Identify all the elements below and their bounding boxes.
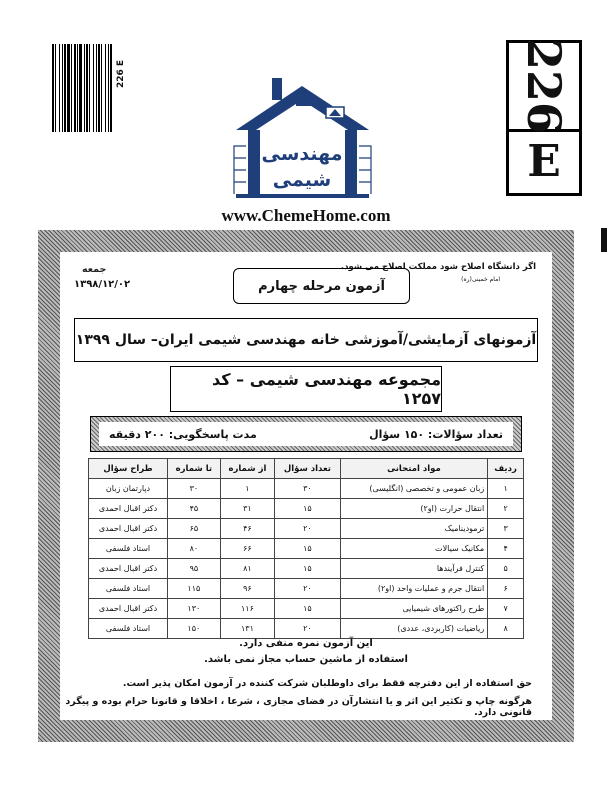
from-number-cell: ۱۱۶ [220,599,274,619]
table-row [89,599,524,619]
designer-cell: دپارتمان زبان [89,479,168,499]
header-designer: طراح سؤال [89,459,168,479]
stage-label: آزمون مرحله چهارم [233,268,410,304]
header-subject: مواد امتحانی [340,459,488,479]
exam-day: جمعه [82,264,107,275]
row-number: ۸ [488,619,524,639]
cover-content [60,252,552,720]
designer-cell: استاد فلسفی [89,579,168,599]
header-row-number: ردیف [488,459,524,479]
booklet-code-box [506,37,582,196]
booklet-code-letter: E [527,135,561,187]
subject-name: ترمودینامیک [340,519,488,539]
from-number-cell: ۶۶ [220,539,274,559]
subject-name: ریاضیات (کاربردی، عددی) [340,619,488,639]
exam-date: ۱۳۹۸/۱۲/۰۲ [74,279,131,290]
logo-text-line2: شیمی [272,169,332,191]
from-number-cell: ۱۳۱ [220,619,274,639]
website-url: www.ChemeHome.com [221,206,391,225]
question-count-cell: ۲۰ [275,579,341,599]
booklet-code-number: 226 [517,37,571,135]
tagline-signature: امام خمینی(ره) [461,276,500,283]
to-number-cell: ۸۰ [168,539,221,559]
from-number-cell: ۸۱ [220,559,274,579]
barcode [52,44,114,132]
calculator-note: استفاده از ماشین حساب مجاز نمی باشد. [204,654,408,665]
question-count-cell: ۳۰ [275,479,341,499]
negative-marking-note: این آزمون نمره منفی دارد. [239,638,373,649]
to-number-cell: ۳۰ [168,479,221,499]
booklet-code-number-cell [509,37,579,135]
to-number-cell: ۱۱۵ [168,579,221,599]
row-number: ۴ [488,539,524,559]
to-number-cell: ۱۳۰ [168,599,221,619]
subject-name: انتقال حرارت (او۲) [340,499,488,519]
row-number: ۲ [488,499,524,519]
exam-info-box [90,416,522,452]
row-number: ۷ [488,599,524,619]
to-number-cell: ۴۵ [168,499,221,519]
row-number: ۵ [488,559,524,579]
from-number-cell: ۴۶ [220,519,274,539]
exam-info-content [99,422,513,446]
to-number-cell: ۹۵ [168,559,221,579]
from-number-cell: ۹۶ [220,579,274,599]
table-row [89,539,524,559]
header-from-number: از شماره [220,459,274,479]
subject-name: انتقال جرم و عملیات واحد (او۲) [340,579,488,599]
from-number-cell: ۱ [220,479,274,499]
margin-mark [601,228,607,252]
to-number-cell: ۶۵ [168,519,221,539]
to-number-cell: ۱۵۰ [168,619,221,639]
designer-cell: دکتر اقبال احمدی [89,519,168,539]
table-row [89,499,524,519]
question-count-cell: ۲۰ [275,519,341,539]
subject-name: مکانیک سیالات [340,539,488,559]
table-header-row [89,459,524,479]
row-number: ۶ [488,579,524,599]
cover-frame [38,230,574,742]
table-row [89,479,524,499]
subject-name: طرح راکتورهای شیمیایی [340,599,488,619]
from-number-cell: ۳۱ [220,499,274,519]
table-row [89,519,524,539]
question-count: تعداد سؤالات: ۱۵۰ سؤال [369,427,503,441]
barcode-code: 226 E [116,59,126,88]
table-row [89,559,524,579]
question-count-cell: ۲۰ [275,619,341,639]
designer-cell: استاد فلسفی [89,539,168,559]
header-to-number: تا شماره [168,459,221,479]
question-count-cell: ۱۵ [275,599,341,619]
subjects-table [88,458,524,639]
tagline: اگر دانشگاه اصلاح شود مملکت اصلاح می شود. [340,262,536,272]
copyright-line-1: حق استفاده از این دفترچه فقط برای داوطلبان شرکت کننده در آزمون امکان پذیر است. [122,678,532,689]
copyright-line-2: هرگونه چاپ و تکثیر این اثر و یا انتشارآن در فضای مجازی ، شرعا ، اخلاقا و قانونا حرام بوده و پیگرد قانونی دارد. [65,696,532,718]
question-count-cell: ۱۵ [275,539,341,559]
exam-title: آزمونهای آزمایشی/آموزشی خانه مهندسی شیمی ایران– سال ۱۳۹۹ [74,318,538,362]
subject-name: زبان عمومی و تخصصی (انگلیسی) [340,479,488,499]
designer-cell: دکتر اقبال احمدی [89,599,168,619]
question-count-cell: ۱۵ [275,499,341,519]
table-row [89,619,524,639]
logo-text-line1: مهندسی [261,143,343,165]
subject-title: مجموعه مهندسی شیمی – کد ۱۲۵۷ [170,366,442,412]
exam-duration: مدت پاسخگویی: ۲۰۰ دقیقه [109,427,257,441]
header-question-count: تعداد سؤال [275,459,341,479]
subject-name: کنترل فرآیندها [340,559,488,579]
row-number: ۱ [488,479,524,499]
cheme-home-logo [230,74,375,204]
designer-cell: استاد فلسفی [89,619,168,639]
designer-cell: دکتر اقبال احمدی [89,499,168,519]
row-number: ۳ [488,519,524,539]
question-count-cell: ۱۵ [275,559,341,579]
table-row [89,579,524,599]
designer-cell: دکتر اقبال احمدی [89,559,168,579]
